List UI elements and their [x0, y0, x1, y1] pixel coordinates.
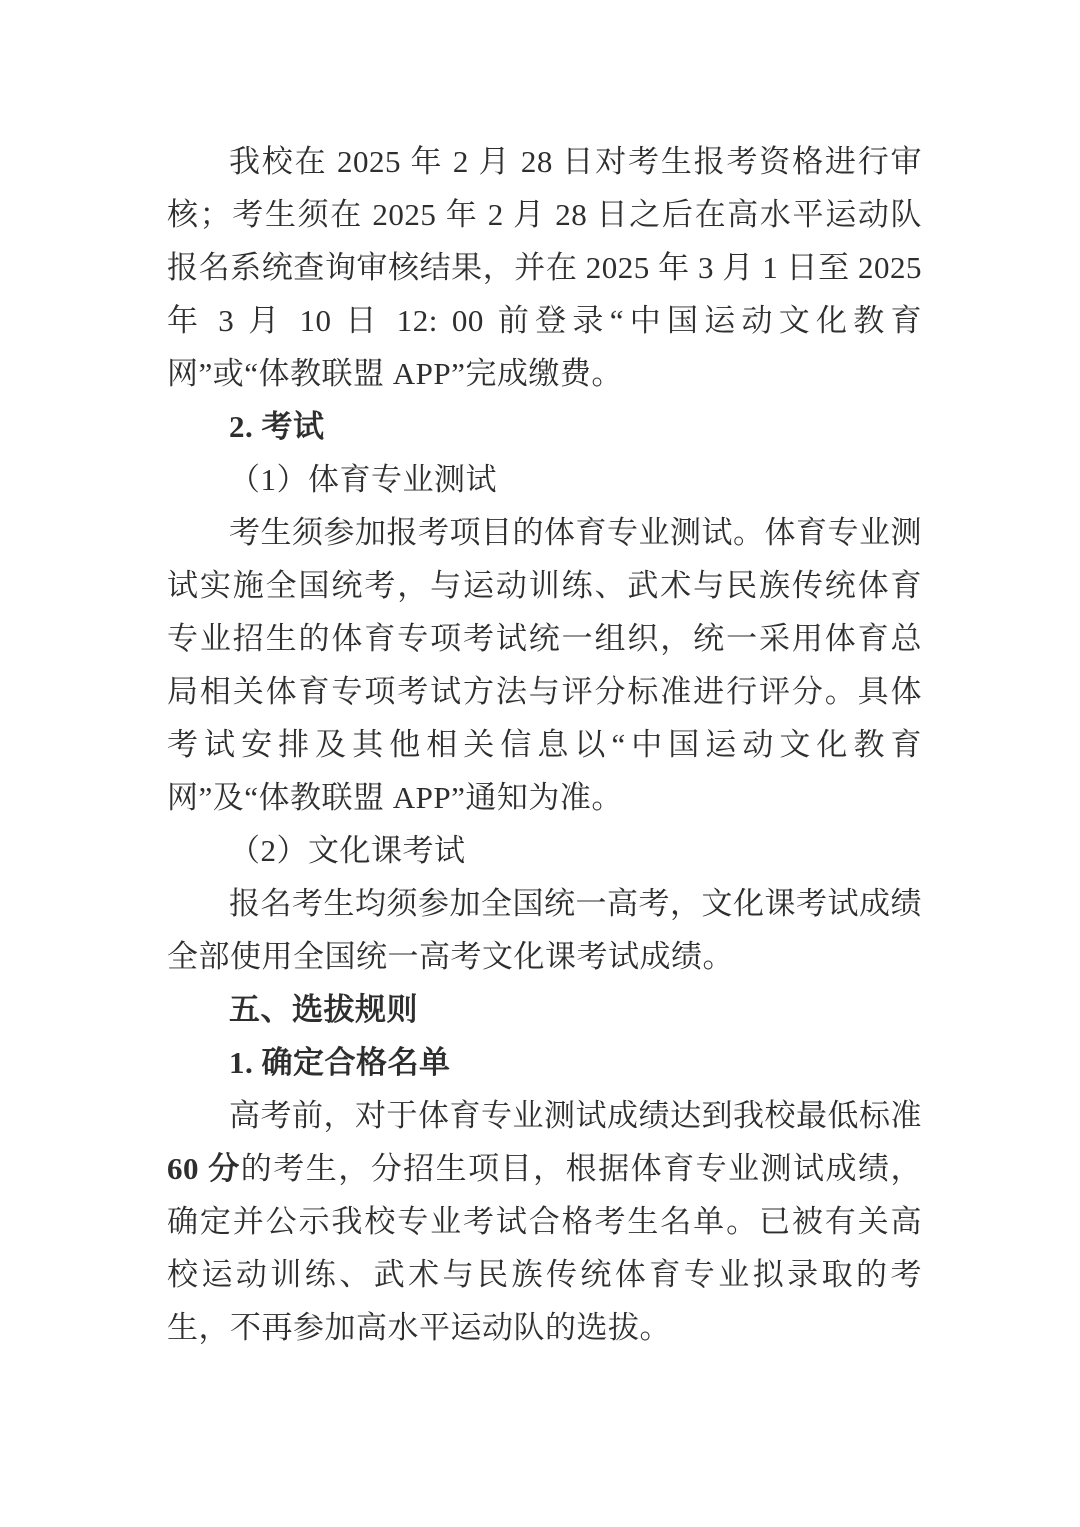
paragraph-qualified-list-details	[167, 1089, 922, 1354]
subheading-sports-test	[167, 453, 922, 506]
heading-text: 1. 确定合格名单	[229, 1045, 451, 1080]
paragraph-text: 报名考生均须参加全国统一高考，文化课考试成绩全部使用全国统一高考文化课考试成绩。	[167, 886, 922, 974]
subheading-text: （1）体育专业测试	[229, 462, 497, 497]
subheading-text: （2）文化课考试	[229, 833, 466, 868]
heading-qualified-list	[167, 1036, 922, 1089]
paragraph-text: 我校在 2025 年 2 月 28 日对考生报考资格进行审核；考生须在 2025 年 2 月 28 日之后在高水平运动队报名系统查询审核结果，并在 2025 年 3 月 1 日至 2025 年 3 月 10 日 12: 00 前登录“中国运动文化教育网”或“体教联盟 APP”完成缴费。	[167, 144, 922, 391]
paragraph-review-and-payment	[167, 135, 922, 400]
paragraph-culture-exam-details	[167, 877, 922, 983]
heading-exam	[167, 400, 922, 453]
paragraph-sports-test-details	[167, 506, 922, 824]
heading-text: 2. 考试	[229, 409, 325, 444]
subheading-culture-exam	[167, 824, 922, 877]
paragraph-text: 的考生，分招生项目，根据体育专业测试成绩，确定并公示我校专业考试合格考生名单。已被有关高校运动训练、武术与民族传统体育专业拟录取的考生，不再参加高水平运动队的选拔。	[167, 1151, 923, 1345]
bold-minimum-score: 60 分	[167, 1151, 241, 1186]
heading-selection-rules	[167, 983, 922, 1036]
paragraph-text: 考生须参加报考项目的体育专业测试。体育专业测试实施全国统考，与运动训练、武术与民族传统体育专业招生的体育专项考试统一组织，统一采用体育总局相关体育专项考试方法与评分标准进行评分。具体考试安排及其他相关信息以“中国运动文化教育网”及“体教联盟 APP”通知为准。	[167, 515, 922, 815]
document-body	[167, 135, 922, 1354]
heading-text: 五、选拔规则	[229, 992, 418, 1027]
paragraph-text: 高考前，对于体育专业测试成绩达到我校最低标准	[229, 1098, 922, 1133]
